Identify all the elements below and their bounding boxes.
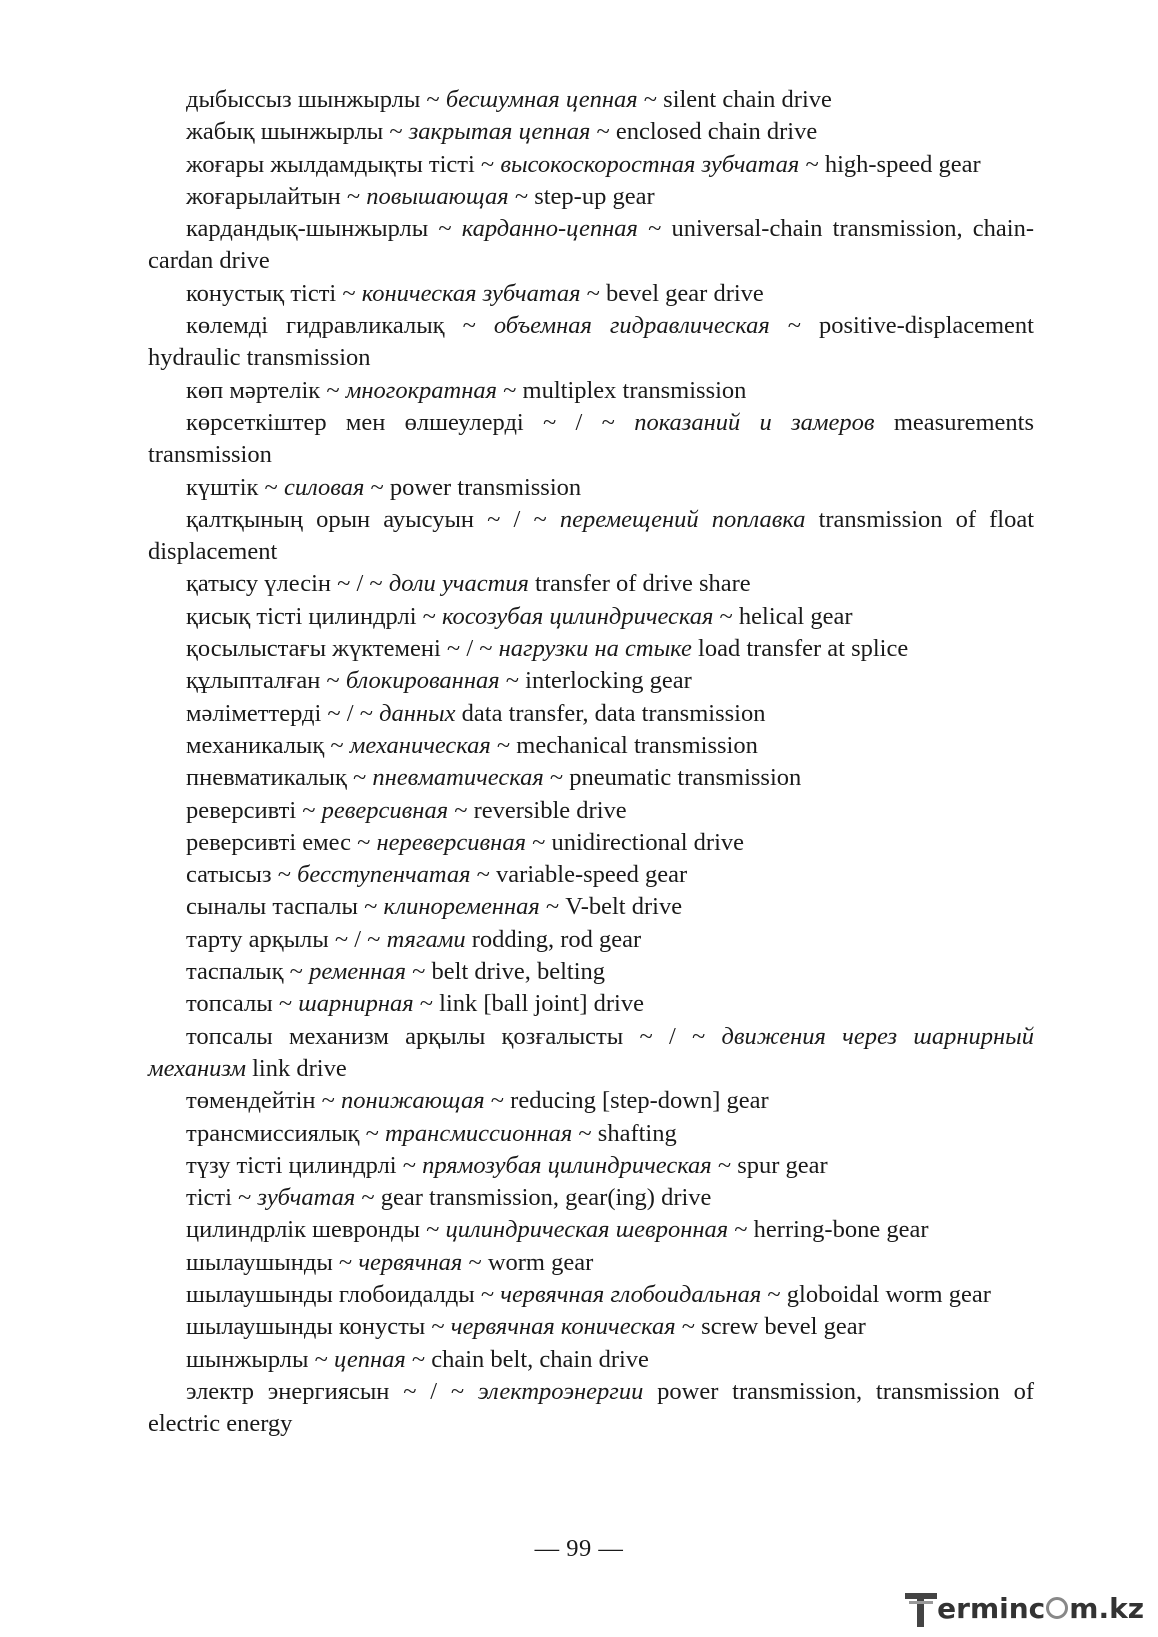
dictionary-entry: көп мәртелік ~ многократная ~ multiplex transmission (186, 376, 747, 404)
dictionary-entry: жоғары жылдамдықты тісті ~ высокоскоростная зубчатая ~ high-speed gear (186, 150, 981, 178)
logo-text: erminc m.kz (937, 1592, 1144, 1625)
dictionary-entry: топсалы механизм арқылы қозғалысты ~ / ~ движения через шарнирный механизм link drive (148, 1022, 1034, 1082)
dictionary-entry: қисық тісті цилиндрлі ~ косозубая цилиндрическая ~ helical gear (186, 602, 853, 630)
dictionary-entry: реверсивті ~ реверсивная ~ reversible drive (186, 796, 627, 824)
dictionary-entry: жоғарылайтын ~ повышающая ~ step-up gear (186, 182, 655, 210)
dictionary-entry: цилиндрлік шевронды ~ цилиндрическая шевронная ~ herring-bone gear (186, 1216, 929, 1244)
dictionary-entry: тісті ~ зубчатая ~ gear transmission, gear(ing) drive (186, 1184, 712, 1212)
dictionary-entry: көлемді гидравликалық ~ объемная гидравлическая ~ positive-displacement hydraulic transmission (148, 312, 1034, 372)
dictionary-entry: электр энергиясын ~ / ~ электроэнергии power transmission, transmission of electric energy (148, 1377, 1034, 1438)
page-number: — 99 — (534, 1535, 624, 1562)
logo-o-icon (1046, 1597, 1068, 1619)
dictionary-entry: күштік ~ силовая ~ power transmission (186, 473, 582, 501)
dictionary-entry: сыналы таспалы ~ клиноременная ~ V-belt drive (186, 893, 683, 921)
dictionary-entry: кардандық-шынжырлы ~ карданно-цепная ~ universal-chain transmission, chain-cardan drive (148, 215, 1034, 275)
dictionary-entry: көрсеткіштер мен өлшеулерді ~ / ~ показаний и замеров measurements transmission (148, 408, 1034, 469)
dictionary-entry: шылаушынды конусты ~ червячная коническая ~ screw bevel gear (186, 1313, 866, 1341)
dictionary-entry: топсалы ~ шарнирная ~ link [ball joint] drive (186, 990, 644, 1018)
dictionary-entry: шынжырлы ~ цепная ~ chain belt, chain drive (186, 1345, 649, 1373)
dictionary-entry: түзу тісті цилиндрлі ~ прямозубая цилиндрическая ~ spur gear (186, 1151, 828, 1179)
dictionary-entry: трансмиссиялық ~ трансмиссионная ~ shafting (186, 1119, 677, 1147)
dictionary-entry: пневматикалық ~ пневматическая ~ pneumatic transmission (186, 764, 802, 792)
dictionary-entry: жабық шынжырлы ~ закрытая цепная ~ enclosed chain drive (186, 118, 818, 146)
dictionary-entry: қосылыстағы жүктемені ~ / ~ нагрузки на стыке load transfer at splice (186, 635, 909, 663)
dictionary-entry: құлыпталған ~ блокированная ~ interlocking gear (186, 667, 692, 695)
dictionary-entry: төмендейтін ~ понижающая ~ reducing [step-down] gear (186, 1087, 769, 1115)
logo-t-icon (905, 1589, 937, 1629)
dictionary-entry: реверсивті емес ~ нереверсивная ~ unidirectional drive (186, 828, 745, 856)
termincom-logo (905, 1585, 1144, 1629)
dictionary-entry: тарту арқылы ~ / ~ тягами rodding, rod gear (186, 925, 642, 953)
dictionary-entry: конустық тісті ~ коническая зубчатая ~ bevel gear drive (186, 279, 764, 307)
dictionary-entry: таспалық ~ ременная ~ belt drive, belting (186, 958, 606, 986)
dictionary-entry: қалтқының орын ауысуын ~ / ~ перемещений поплавка transmission of float displacement (148, 505, 1034, 566)
dictionary-entry: дыбыссыз шынжырлы ~ бесшумная цепная ~ silent chain drive (186, 86, 832, 113)
dictionary-entry: механикалық ~ механическая ~ mechanical transmission (186, 731, 758, 759)
dictionary-entry: сатысыз ~ бесступенчатая ~ variable-speed gear (186, 861, 688, 889)
dictionary-entries (148, 84, 1034, 1440)
dictionary-entry: шылаушынды ~ червячная ~ worm gear (186, 1248, 594, 1276)
dictionary-entry: шылаушынды глобоидалды ~ червячная глобоидальная ~ globoidal worm gear (186, 1280, 991, 1308)
dictionary-entry: мәліметтерді ~ / ~ данных data transfer, data transmission (186, 699, 766, 727)
dictionary-entry: қатысу үлесін ~ / ~ доли участия transfer of drive share (186, 570, 751, 598)
